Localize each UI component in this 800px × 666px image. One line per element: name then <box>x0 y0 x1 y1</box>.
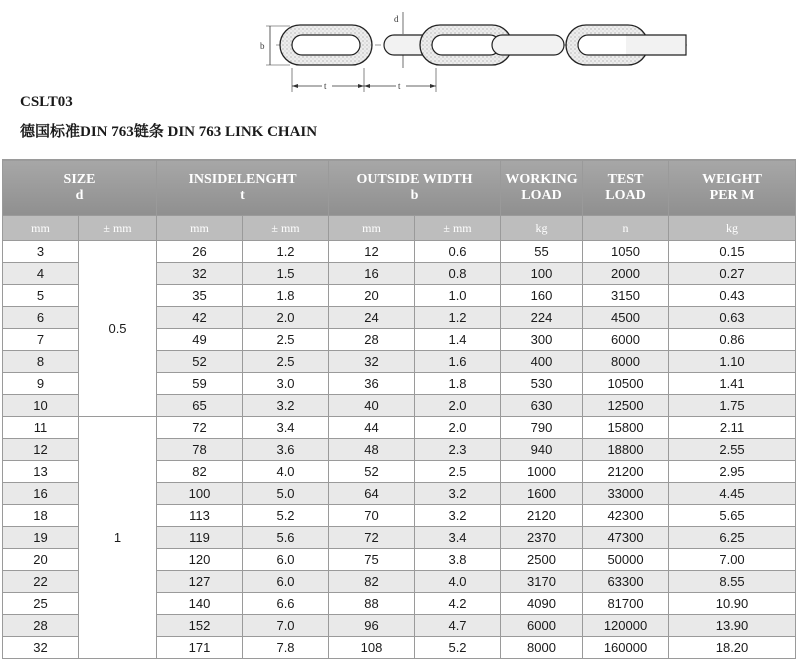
inside-length-cell: 35 <box>157 285 243 307</box>
inside-length-cell: 59 <box>157 373 243 395</box>
inside-tolerance-cell: 5.2 <box>243 505 329 527</box>
inside-length-cell: 78 <box>157 439 243 461</box>
working-load-cell: 530 <box>501 373 583 395</box>
inside-length-cell: 82 <box>157 461 243 483</box>
test-load-cell: 1050 <box>583 241 669 263</box>
inside-tolerance-cell: 3.6 <box>243 439 329 461</box>
header-outside-name: OUTSIDE WIDTH <box>356 171 473 187</box>
inside-tolerance-cell: 7.8 <box>243 637 329 659</box>
header-working-line2: LOAD <box>521 187 562 203</box>
inside-tolerance-cell: 1.5 <box>243 263 329 285</box>
outside-width-cell: 64 <box>329 483 415 505</box>
outside-width-cell: 44 <box>329 417 415 439</box>
inside-tolerance-cell: 2.5 <box>243 329 329 351</box>
test-load-cell: 120000 <box>583 615 669 637</box>
table-row <box>3 241 796 263</box>
outside-tolerance-cell: 2.3 <box>415 439 501 461</box>
size-cell: 7 <box>3 329 79 351</box>
outside-width-cell: 16 <box>329 263 415 285</box>
test-load-cell: 10500 <box>583 373 669 395</box>
outside-tolerance-cell: 3.8 <box>415 549 501 571</box>
outside-tolerance-cell: 1.2 <box>415 307 501 329</box>
test-load-cell: 21200 <box>583 461 669 483</box>
size-tolerance-cell: 1 <box>79 417 157 659</box>
weight-cell: 2.11 <box>669 417 796 439</box>
weight-cell: 8.55 <box>669 571 796 593</box>
test-load-cell: 50000 <box>583 549 669 571</box>
page-title: 德国标准DIN 763链条 DIN 763 LINK CHAIN <box>20 124 318 140</box>
outside-tolerance-cell: 1.4 <box>415 329 501 351</box>
outside-tolerance-cell: 5.2 <box>415 637 501 659</box>
inside-length-cell: 49 <box>157 329 243 351</box>
header-size-sub: d <box>75 187 84 203</box>
weight-cell: 6.25 <box>669 527 796 549</box>
chain-link-diagram <box>250 8 700 94</box>
size-cell: 25 <box>3 593 79 615</box>
inside-length-cell: 120 <box>157 549 243 571</box>
header-test-load <box>583 160 669 216</box>
size-tolerance-cell: 0.5 <box>79 241 157 417</box>
test-load-cell: 33000 <box>583 483 669 505</box>
inside-length-cell: 152 <box>157 615 243 637</box>
outside-width-cell: 52 <box>329 461 415 483</box>
working-load-cell: 55 <box>501 241 583 263</box>
unit-cell: mm <box>157 216 243 241</box>
inside-length-cell: 42 <box>157 307 243 329</box>
inside-tolerance-cell: 3.4 <box>243 417 329 439</box>
outside-tolerance-cell: 3.2 <box>415 483 501 505</box>
inside-tolerance-cell: 5.0 <box>243 483 329 505</box>
test-load-cell: 6000 <box>583 329 669 351</box>
inside-length-cell: 32 <box>157 263 243 285</box>
header-inside-sub: t <box>240 187 245 203</box>
outside-tolerance-cell: 2.0 <box>415 417 501 439</box>
unit-cell: mm <box>3 216 79 241</box>
size-cell: 18 <box>3 505 79 527</box>
weight-cell: 1.75 <box>669 395 796 417</box>
header-size-name: SIZE <box>63 171 96 187</box>
outside-tolerance-cell: 1.8 <box>415 373 501 395</box>
inside-length-cell: 171 <box>157 637 243 659</box>
outside-tolerance-cell: 4.7 <box>415 615 501 637</box>
size-cell: 13 <box>3 461 79 483</box>
weight-cell: 10.90 <box>669 593 796 615</box>
weight-cell: 0.86 <box>669 329 796 351</box>
outside-width-cell: 88 <box>329 593 415 615</box>
header-inside-name: INSIDELENGHT <box>188 171 297 187</box>
working-load-cell: 940 <box>501 439 583 461</box>
test-load-cell: 42300 <box>583 505 669 527</box>
label-t1: t <box>324 81 327 91</box>
working-load-cell: 2120 <box>501 505 583 527</box>
unit-row <box>3 216 796 241</box>
table-row <box>3 417 796 439</box>
test-load-cell: 63300 <box>583 571 669 593</box>
unit-cell: n <box>583 216 669 241</box>
header-weight-line2: PER M <box>709 187 755 203</box>
inside-length-cell: 113 <box>157 505 243 527</box>
header-test-line2: LOAD <box>605 187 646 203</box>
outside-width-cell: 24 <box>329 307 415 329</box>
inside-tolerance-cell: 2.5 <box>243 351 329 373</box>
outside-width-cell: 96 <box>329 615 415 637</box>
outside-tolerance-cell: 2.5 <box>415 461 501 483</box>
test-load-cell: 18800 <box>583 439 669 461</box>
inside-length-cell: 26 <box>157 241 243 263</box>
header-size <box>3 160 157 216</box>
unit-cell: kg <box>669 216 796 241</box>
size-cell: 19 <box>3 527 79 549</box>
outside-tolerance-cell: 1.6 <box>415 351 501 373</box>
test-load-cell: 15800 <box>583 417 669 439</box>
outside-width-cell: 72 <box>329 527 415 549</box>
working-load-cell: 1000 <box>501 461 583 483</box>
test-load-cell: 81700 <box>583 593 669 615</box>
outside-tolerance-cell: 0.8 <box>415 263 501 285</box>
inside-tolerance-cell: 2.0 <box>243 307 329 329</box>
outside-width-cell: 36 <box>329 373 415 395</box>
size-cell: 3 <box>3 241 79 263</box>
label-t2: t <box>398 81 401 91</box>
working-load-cell: 3170 <box>501 571 583 593</box>
inside-length-cell: 65 <box>157 395 243 417</box>
unit-cell: kg <box>501 216 583 241</box>
working-load-cell: 8000 <box>501 637 583 659</box>
test-load-cell: 3150 <box>583 285 669 307</box>
test-load-cell: 8000 <box>583 351 669 373</box>
product-code: CSLT03 <box>20 94 73 110</box>
size-cell: 6 <box>3 307 79 329</box>
inside-tolerance-cell: 6.0 <box>243 549 329 571</box>
weight-cell: 5.65 <box>669 505 796 527</box>
header-weight <box>669 160 796 216</box>
size-cell: 10 <box>3 395 79 417</box>
unit-cell: ± mm <box>415 216 501 241</box>
inside-length-cell: 100 <box>157 483 243 505</box>
inside-tolerance-cell: 6.0 <box>243 571 329 593</box>
working-load-cell: 790 <box>501 417 583 439</box>
header-outside-width <box>329 160 501 216</box>
working-load-cell: 2370 <box>501 527 583 549</box>
size-cell: 22 <box>3 571 79 593</box>
weight-cell: 1.41 <box>669 373 796 395</box>
inside-tolerance-cell: 5.6 <box>243 527 329 549</box>
inside-tolerance-cell: 1.8 <box>243 285 329 307</box>
inside-tolerance-cell: 3.2 <box>243 395 329 417</box>
outside-width-cell: 32 <box>329 351 415 373</box>
outside-width-cell: 108 <box>329 637 415 659</box>
weight-cell: 7.00 <box>669 549 796 571</box>
working-load-cell: 160 <box>501 285 583 307</box>
outside-width-cell: 12 <box>329 241 415 263</box>
test-load-cell: 12500 <box>583 395 669 417</box>
working-load-cell: 1600 <box>501 483 583 505</box>
size-cell: 32 <box>3 637 79 659</box>
working-load-cell: 4090 <box>501 593 583 615</box>
size-cell: 5 <box>3 285 79 307</box>
test-load-cell: 160000 <box>583 637 669 659</box>
outside-tolerance-cell: 1.0 <box>415 285 501 307</box>
weight-cell: 1.10 <box>669 351 796 373</box>
outside-width-cell: 20 <box>329 285 415 307</box>
inside-tolerance-cell: 6.6 <box>243 593 329 615</box>
weight-cell: 0.15 <box>669 241 796 263</box>
size-cell: 9 <box>3 373 79 395</box>
weight-cell: 0.27 <box>669 263 796 285</box>
inside-tolerance-cell: 1.2 <box>243 241 329 263</box>
outside-width-cell: 28 <box>329 329 415 351</box>
inside-tolerance-cell: 4.0 <box>243 461 329 483</box>
working-load-cell: 224 <box>501 307 583 329</box>
test-load-cell: 47300 <box>583 527 669 549</box>
header-weight-line1: WEIGHT <box>702 171 762 187</box>
spec-table <box>2 159 796 659</box>
size-cell: 11 <box>3 417 79 439</box>
outside-width-cell: 75 <box>329 549 415 571</box>
outside-width-cell: 70 <box>329 505 415 527</box>
outside-tolerance-cell: 4.2 <box>415 593 501 615</box>
test-load-cell: 4500 <box>583 307 669 329</box>
size-cell: 16 <box>3 483 79 505</box>
size-cell: 28 <box>3 615 79 637</box>
size-cell: 4 <box>3 263 79 285</box>
unit-cell: mm <box>329 216 415 241</box>
weight-cell: 2.95 <box>669 461 796 483</box>
size-cell: 12 <box>3 439 79 461</box>
working-load-cell: 2500 <box>501 549 583 571</box>
unit-cell: ± mm <box>79 216 157 241</box>
header-inside-length <box>157 160 329 216</box>
header-working-line1: WORKING <box>505 171 578 187</box>
label-d: d <box>394 14 399 24</box>
size-cell: 20 <box>3 549 79 571</box>
working-load-cell: 630 <box>501 395 583 417</box>
outside-width-cell: 40 <box>329 395 415 417</box>
outside-width-cell: 48 <box>329 439 415 461</box>
weight-cell: 4.45 <box>669 483 796 505</box>
unit-cell: ± mm <box>243 216 329 241</box>
outside-tolerance-cell: 2.0 <box>415 395 501 417</box>
weight-cell: 13.90 <box>669 615 796 637</box>
outside-tolerance-cell: 4.0 <box>415 571 501 593</box>
working-load-cell: 6000 <box>501 615 583 637</box>
weight-cell: 0.63 <box>669 307 796 329</box>
outside-width-cell: 82 <box>329 571 415 593</box>
outside-tolerance-cell: 3.2 <box>415 505 501 527</box>
label-b: b <box>260 41 265 51</box>
size-cell: 8 <box>3 351 79 373</box>
inside-tolerance-cell: 3.0 <box>243 373 329 395</box>
outside-tolerance-cell: 0.6 <box>415 241 501 263</box>
working-load-cell: 300 <box>501 329 583 351</box>
working-load-cell: 100 <box>501 263 583 285</box>
weight-cell: 0.43 <box>669 285 796 307</box>
outside-tolerance-cell: 3.4 <box>415 527 501 549</box>
working-load-cell: 400 <box>501 351 583 373</box>
header-working-load <box>501 160 583 216</box>
inside-length-cell: 140 <box>157 593 243 615</box>
header-outside-sub: b <box>410 187 419 203</box>
weight-cell: 18.20 <box>669 637 796 659</box>
test-load-cell: 2000 <box>583 263 669 285</box>
inside-length-cell: 72 <box>157 417 243 439</box>
inside-length-cell: 52 <box>157 351 243 373</box>
inside-tolerance-cell: 7.0 <box>243 615 329 637</box>
header-test-line1: TEST <box>607 171 644 187</box>
inside-length-cell: 119 <box>157 527 243 549</box>
inside-length-cell: 127 <box>157 571 243 593</box>
weight-cell: 2.55 <box>669 439 796 461</box>
